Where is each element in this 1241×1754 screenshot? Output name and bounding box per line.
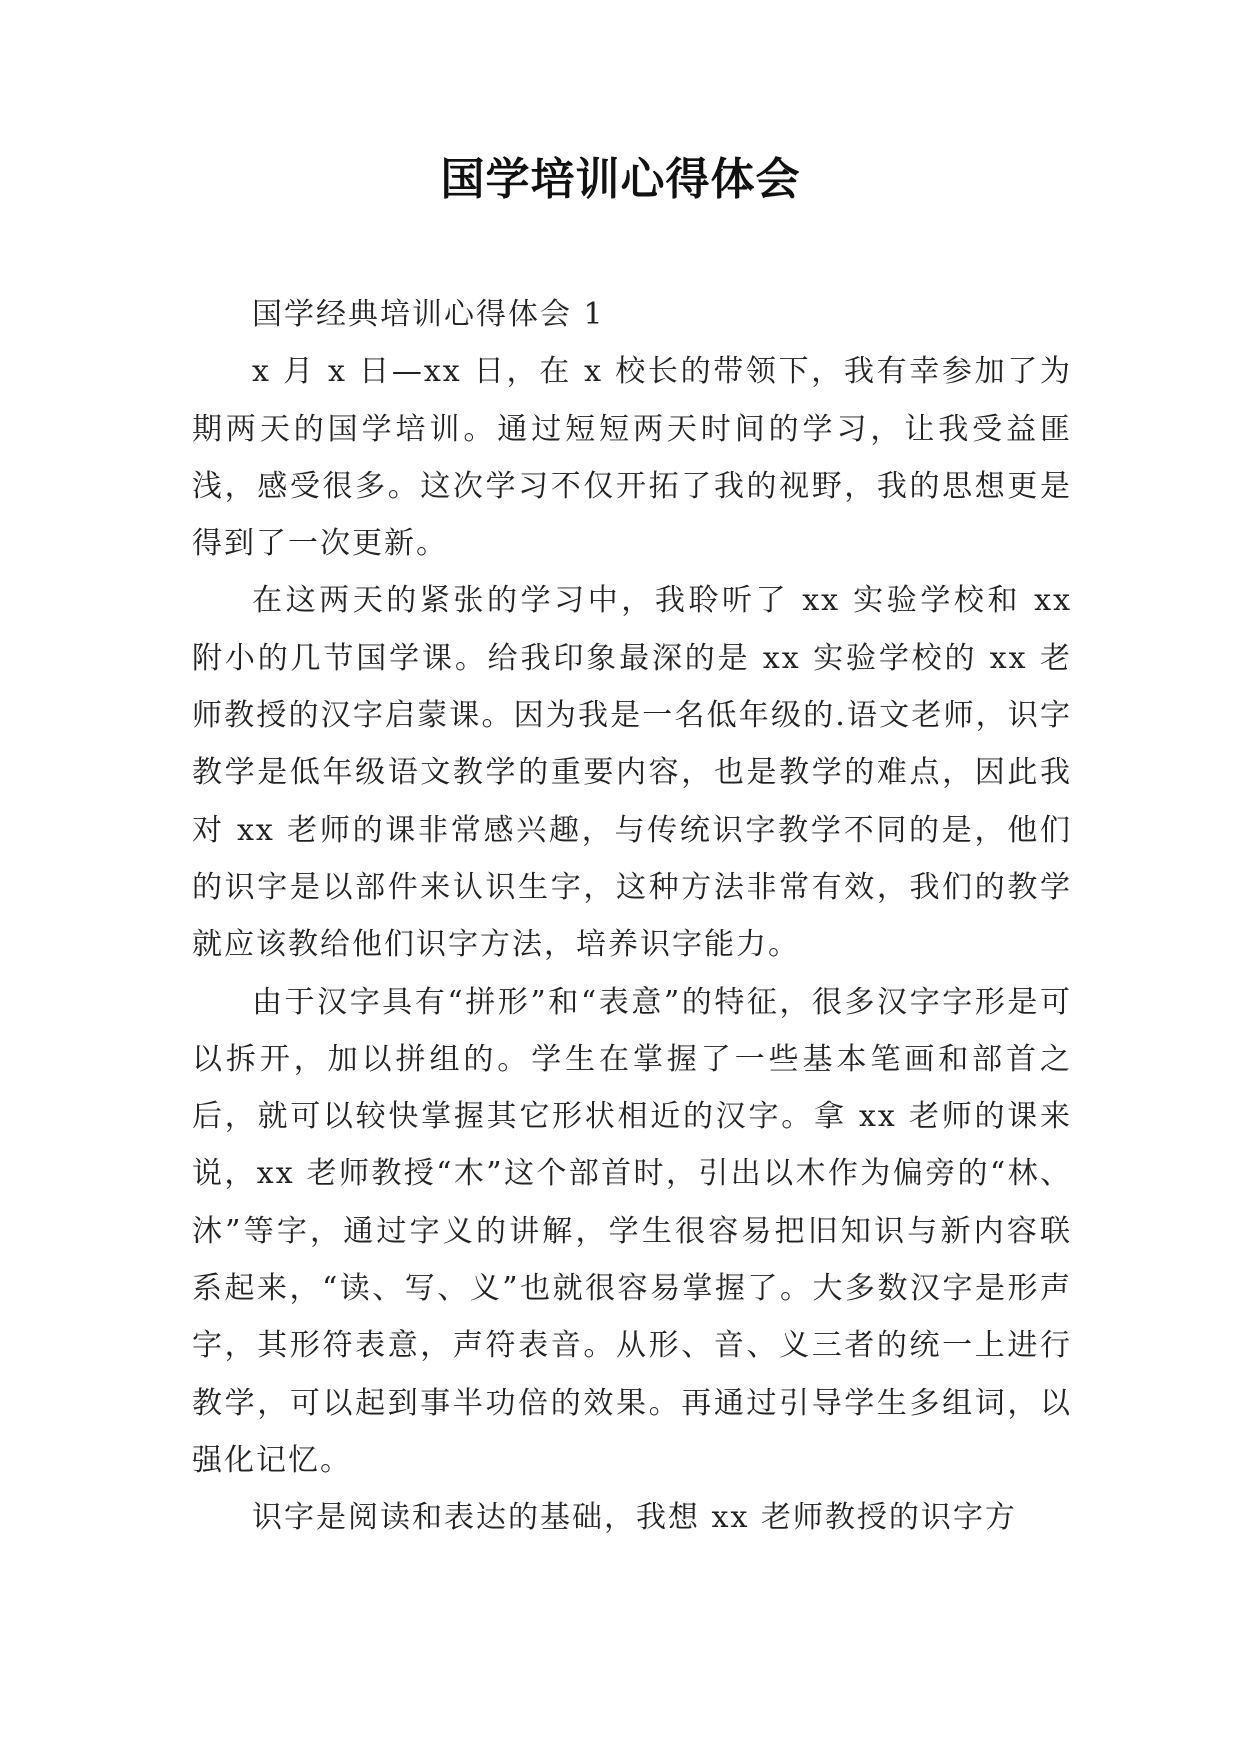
paragraph: 在这两天的紧张的学习中，我聆听了 xx 实验学校和 xx 附小的几节国学课。给我印象最深的是 xx 实验学校的 xx 老师教授的汉字启蒙课。因为我是一名低年级的.语文老师，识字教学是低年级语文教学的重要内容，也是教学的难点，因此我对 xx 老师的课非常感兴趣，与传统识字教学不同的是，他们的识字是以部件来认识生字，这种方法非常有效，我们的教学就应该教给他们识字方法，培养识字能力。: [192, 583, 1072, 963]
document-body: [192, 286, 1072, 1547]
paragraph: x 月 x 日—xx 日，在 x 校长的带领下，我有幸参加了为期两天的国学培训。通过短短两天时间的学习，让我受益匪浅，感受很多。这次学习不仅开拓了我的视野，我的思想更是得到了一次更新。: [192, 354, 1072, 562]
document-title: 国学培训心得体会: [440, 154, 801, 205]
section-subtitle: 国学经典培训心得体会 1: [252, 297, 605, 332]
paragraph: 由于汉字具有“拼形”和“表意”的特征，很多汉字字形是可以拆开，加以拼组的。学生在掌握了一些基本笔画和部首之后，就可以较快掌握其它形状相近的汉字。拿 xx 老师的课来说，xx 老师教授“木”这个部首时，引出以木作为偏旁的“林、沐”等字，通过字义的讲解，学生很容易把旧知识与新内容联系起来，“读、写、义”也就很容易掌握了。大多数汉字是形声字，其形符表意，声符表音。从形、音、义三者的统一上进行教学，可以起到事半功倍的效果。再通过引导学生多组词，以强化记忆。: [192, 984, 1072, 1478]
paragraph: 识字是阅读和表达的基础，我想 xx 老师教授的识字方: [252, 1500, 1017, 1536]
